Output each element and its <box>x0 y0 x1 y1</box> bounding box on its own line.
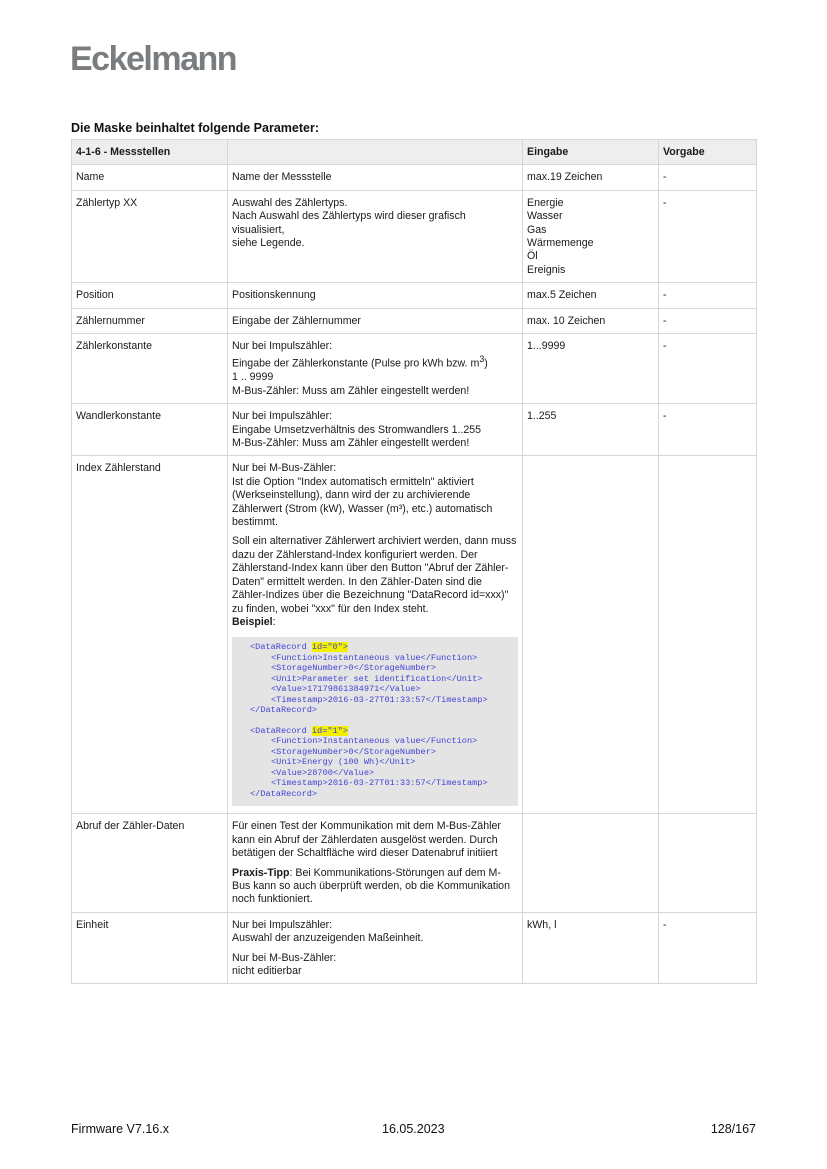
desc-cell <box>228 912 523 984</box>
code-line: <Unit>Parameter set identification</Unit> <box>271 673 483 684</box>
code-highlight: id="0"> <box>311 642 348 653</box>
eingabe-cell <box>523 190 659 282</box>
code-token: <DataRecord <box>250 642 312 653</box>
eingabe-cell: max.5 Zeichen <box>523 283 659 308</box>
table-row-abruf <box>72 814 757 912</box>
eingabe-cell <box>523 456 659 814</box>
header-cell-title: 4-1-6 - Messstellen <box>72 140 228 165</box>
desc-cell: Positionskennung <box>228 283 523 308</box>
code-line <box>250 642 518 653</box>
code-line: <Timestamp>2016-03-27T01:33:57</Timestamp> <box>271 694 488 705</box>
param-cell: Einheit <box>72 912 228 984</box>
vorgabe-cell: - <box>659 165 757 190</box>
desc-line: 1 .. 9999 <box>232 371 274 384</box>
code-line: <Timestamp>2016-03-27T01:33:57</Timestamp> <box>271 778 488 789</box>
example-colon: : <box>272 615 276 628</box>
option-item: Energie <box>527 196 564 209</box>
vorgabe-cell: - <box>659 190 757 282</box>
param-cell: Abruf der Zähler-Daten <box>72 814 228 912</box>
desc-paragraph <box>232 462 518 529</box>
desc-text: Eingabe der Zählerkonstante (Pulse pro kWh bzw. m <box>232 358 480 370</box>
option-item: Ereignis <box>527 263 566 276</box>
code-token: <DataRecord <box>250 725 312 736</box>
desc-paragraph <box>232 952 518 979</box>
eingabe-cell: kWh, l <box>523 912 659 984</box>
eingabe-cell: max. 10 Zeichen <box>523 308 659 333</box>
eingabe-cell <box>523 814 659 912</box>
desc-cell: Eingabe der Zählernummer <box>228 308 523 333</box>
table-row-einheit <box>72 912 757 984</box>
eingabe-cell: 1..255 <box>523 404 659 456</box>
desc-cell: Name der Messstelle <box>228 165 523 190</box>
vorgabe-cell: - <box>659 283 757 308</box>
code-example <box>232 637 518 806</box>
desc-cell <box>228 404 523 456</box>
code-line: </DataRecord> <box>250 788 318 799</box>
code-line: <Function>Instantaneous value</Function> <box>271 736 478 747</box>
code-line: </DataRecord> <box>250 705 318 716</box>
code-line: <Function>Instantaneous value</Function> <box>271 652 478 663</box>
code-line: <Value>17179861384971</Value> <box>271 684 421 695</box>
tip-text: : Bei Kommunikations-Störungen auf dem M-Bus kann so auch überprüft werden, ob die Kommunikation noch funktioniert. <box>232 866 510 906</box>
desc-paragraph <box>232 867 518 907</box>
vorgabe-cell: - <box>659 308 757 333</box>
footer-firmware: Firmware V7.16.x <box>71 1122 169 1136</box>
code-line: <StorageNumber>0</StorageNumber> <box>271 746 437 757</box>
param-cell: Name <box>72 165 228 190</box>
desc-line <box>232 353 518 371</box>
company-logo: Eckelmann <box>70 40 237 78</box>
superscript: 3 <box>479 354 485 365</box>
desc-paragraph: Für einen Test der Kommunikation mit dem M-Bus-Zähler kann ein Abruf der Zählerdaten ausgelöst werden. Durch betätigen der Schaltfläche wird dieser Datenabruf initiiert <box>232 820 501 860</box>
header-cell-description <box>228 140 523 165</box>
vorgabe-cell: - <box>659 404 757 456</box>
header-cell-eingabe: Eingabe <box>523 140 659 165</box>
table-row-index <box>72 456 757 814</box>
desc-line: Auswahl des Zählertyps. <box>232 196 348 209</box>
code-line: <StorageNumber>0</StorageNumber> <box>271 663 437 674</box>
table-row-zaehlerkonstante <box>72 334 757 404</box>
parameter-table <box>71 139 757 984</box>
desc-paragraph <box>232 919 518 946</box>
vorgabe-cell <box>659 814 757 912</box>
desc-line: nicht editierbar <box>232 964 302 977</box>
desc-cell <box>228 814 523 912</box>
example-label: Beispiel <box>232 615 273 628</box>
desc-line: Nach Auswahl des Zählertyps wird dieser grafisch visualisiert, <box>232 210 466 236</box>
desc-line: M-Bus-Zähler: Muss am Zähler eingestellt werden! <box>232 437 470 450</box>
param-cell: Zählernummer <box>72 308 228 333</box>
code-highlight: id="1"> <box>311 725 348 736</box>
desc-cell <box>228 456 523 814</box>
table-header-row <box>72 140 757 165</box>
code-line <box>250 726 518 737</box>
desc-line: Ist die Option "Index automatisch ermitteln" aktiviert (Werkseinstellung), dann wird der zu archivierende Zählerwert (Strom (kW), Wasser (m³), etc.) automatisch bestimmt. <box>232 475 493 529</box>
vorgabe-cell: - <box>659 912 757 984</box>
desc-text: Soll ein alternativer Zählerwert archiviert werden, dann muss dazu der Zählerstand-Index konfiguriert werden. Der Zählerstand-Index kann über den Button "Abruf der Zähler-Daten" ermittelt werden. In den Zähler-Daten sind die Zähler-Indizes über die Bezeichnung "DataRecord id=xxx)" zu finden, wobei "xxx" für den Index steht. <box>232 535 517 615</box>
footer-page-number: 128/167 <box>710 1122 756 1136</box>
table-row-zaehlernummer <box>72 308 757 333</box>
desc-line: Nur bei M-Bus-Zähler: <box>232 951 337 964</box>
desc-line: M-Bus-Zähler: Muss am Zähler eingestellt werden! <box>232 384 470 397</box>
table-row-name <box>72 165 757 190</box>
desc-cell <box>228 334 523 404</box>
param-cell: Index Zählerstand <box>72 456 228 814</box>
desc-line: siehe Legende. <box>232 237 305 250</box>
param-cell: Zählertyp XX <box>72 190 228 282</box>
desc-line: Nur bei Impulszähler: <box>232 340 333 353</box>
tip-label: Praxis-Tipp <box>232 866 290 879</box>
code-line: <Unit>Energy (100 Wh)</Unit> <box>271 757 416 768</box>
table-row-position <box>72 283 757 308</box>
vorgabe-cell: - <box>659 334 757 404</box>
section-heading: Die Maske beinhaltet folgende Parameter: <box>71 121 319 135</box>
option-item: Öl <box>527 250 538 263</box>
desc-line: Eingabe Umsetzverhältnis des Stromwandlers 1..255 <box>232 423 482 436</box>
desc-cell <box>228 190 523 282</box>
eingabe-cell: max.19 Zeichen <box>523 165 659 190</box>
desc-line: Nur bei Impulszähler: <box>232 918 333 931</box>
table-row-zaehlertyp <box>72 190 757 282</box>
desc-line: Nur bei Impulszähler: <box>232 410 333 423</box>
footer-date: 16.05.2023 <box>382 1122 445 1136</box>
param-cell: Zählerkonstante <box>72 334 228 404</box>
param-cell: Wandlerkonstante <box>72 404 228 456</box>
option-item: Wärmemenge <box>527 237 594 250</box>
option-item: Wasser <box>527 210 563 223</box>
desc-paragraph <box>232 535 518 629</box>
eingabe-cell: 1...9999 <box>523 334 659 404</box>
table-row-wandlerkonstante <box>72 404 757 456</box>
desc-line: Nur bei M-Bus-Zähler: <box>232 462 337 475</box>
param-cell: Position <box>72 283 228 308</box>
vorgabe-cell <box>659 456 757 814</box>
header-cell-vorgabe: Vorgabe <box>659 140 757 165</box>
code-line: <Value>28700</Value> <box>271 767 375 778</box>
option-item: Gas <box>527 223 547 236</box>
desc-text: ) <box>484 358 488 370</box>
desc-line: Auswahl der anzuzeigenden Maßeinheit. <box>232 932 424 945</box>
